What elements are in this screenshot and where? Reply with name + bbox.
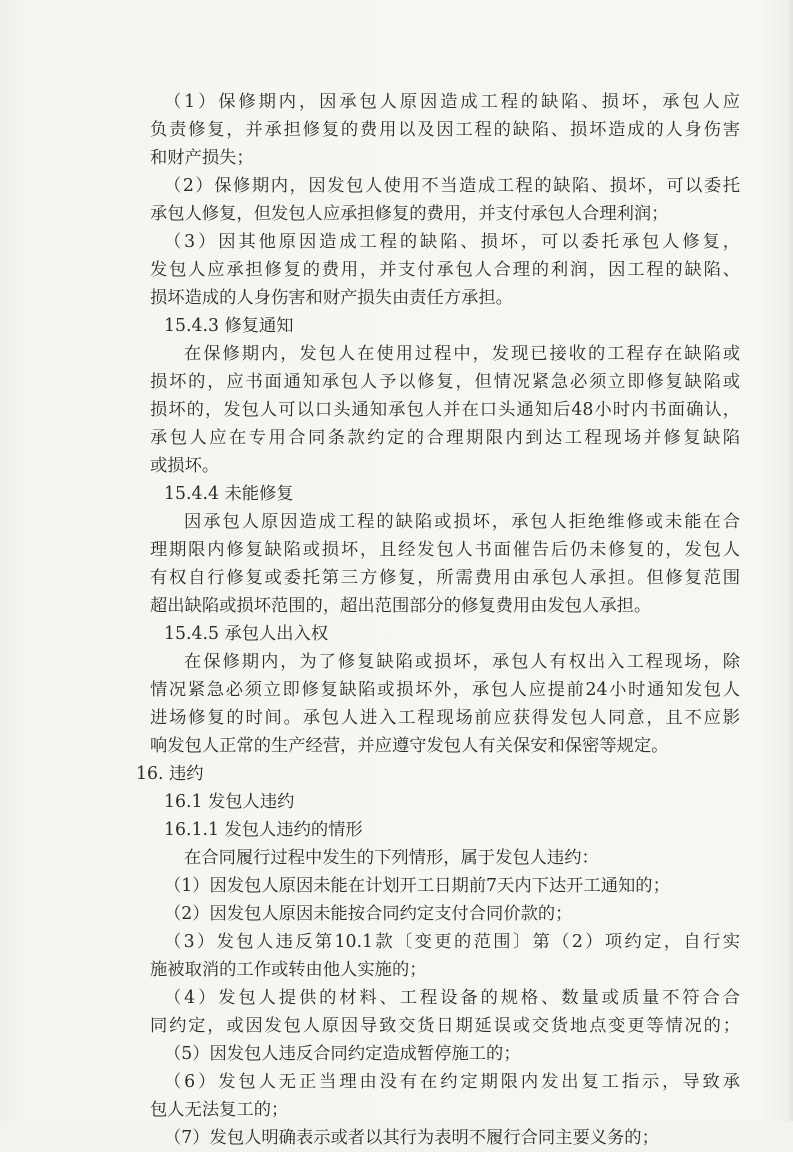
text-line: 响发包人正常的生产经营，并应遵守发包人有关保安和保密等规定。 bbox=[150, 736, 669, 756]
document-body bbox=[136, 88, 740, 1152]
text-line: 超出缺陷或损坏范围的，超出范围部分的修复费用由发包人承担。 bbox=[150, 596, 652, 616]
text-line: 承包人修复，但发包人应承担修复的费用，并支付承包人合理利润； bbox=[150, 204, 669, 224]
text-line: 施被取消的工作或转由他人实施的； bbox=[150, 960, 427, 980]
text-line: 理期限内修复缺陷或损坏，且经发包人书面催告后仍未修复的，发包人 bbox=[150, 540, 740, 560]
subsection-heading: 16.1.1 发包人违约的情形 bbox=[164, 820, 363, 840]
text-line: 同约定，或因发包人原因导致交货日期延误或交货地点变更等情况的； bbox=[150, 1016, 740, 1036]
text-line: （7）发包人明确表示或者以其行为表明不履行合同主要义务的； bbox=[164, 1128, 659, 1148]
text-line: （2）保修期内，因发包人使用不当造成工程的缺陷、损坏，可以委托 bbox=[164, 176, 740, 196]
text-line: （3）发包人违反第10.1款〔变更的范围〕第（2）项约定，自行实 bbox=[164, 932, 740, 952]
text-line: 或损坏。 bbox=[150, 456, 220, 476]
text-line: 情况紧急必须立即修复缺陷或损坏外，承包人应提前24小时通知发包人 bbox=[150, 680, 740, 700]
text-line: 在保修期内，发包人在使用过程中，发现已接收的工程存在缺陷或 bbox=[184, 344, 740, 364]
text-line: （6）发包人无正当理由没有在约定期限内发出复工指示，导致承 bbox=[164, 1072, 740, 1092]
text-line: （3）因其他原因造成工程的缺陷、损坏，可以委托承包人修复， bbox=[164, 232, 740, 252]
text-line: 损坏的，发包人可以口头通知承包人并在口头通知后48小时内书面确认， bbox=[150, 400, 740, 420]
text-line: 承包人应在专用合同条款约定的合理期限内到达工程现场并修复缺陷 bbox=[150, 428, 740, 448]
scan-edge-shadow bbox=[787, 0, 793, 1121]
text-line: 因承包人原因造成工程的缺陷或损坏，承包人拒绝维修或未能在合 bbox=[184, 512, 740, 532]
text-line: （4）发包人提供的材料、工程设备的规格、数量或质量不符合合 bbox=[164, 988, 740, 1008]
text-line: 在合同履行过程中发生的下列情形，属于发包人违约： bbox=[184, 848, 599, 868]
text-line: （1）因发包人原因未能在计划开工日期前7天内下达开工通知的； bbox=[164, 876, 670, 896]
text-line: 包人无法复工的； bbox=[150, 1100, 289, 1120]
section-heading: 15.4.3 修复通知 bbox=[164, 316, 294, 336]
text-line: （1）保修期内，因承包人原因造成工程的缺陷、损坏，承包人应 bbox=[164, 92, 740, 112]
text-line: 和财产损失； bbox=[150, 148, 254, 168]
text-line: 发包人应承担修复的费用，并支付承包人合理的利润，因工程的缺陷、 bbox=[150, 260, 740, 280]
text-line: 有权自行修复或委托第三方修复，所需费用由承包人承担。但修复范围 bbox=[150, 568, 740, 588]
text-line: （2）因发包人原因未能按合同约定支付合同价款的； bbox=[164, 904, 573, 924]
text-line: 进场修复的时间。承包人进入工程现场前应获得发包人同意，且不应影 bbox=[150, 708, 740, 728]
chapter-heading: 16. 违约 bbox=[136, 764, 204, 784]
text-line: （5）因发包人违反合同约定造成暂停施工的； bbox=[164, 1044, 521, 1064]
section-heading: 15.4.4 未能修复 bbox=[164, 484, 294, 504]
text-line: 损坏的，应书面通知承包人予以修复，但情况紧急必须立即修复缺陷或 bbox=[150, 372, 740, 392]
text-line: 在保修期内，为了修复缺陷或损坏，承包人有权出入工程现场，除 bbox=[184, 652, 740, 672]
text-line: 损坏造成的人身伤害和财产损失由责任方承担。 bbox=[150, 288, 513, 308]
text-line: 负责修复，并承担修复的费用以及因工程的缺陷、损坏造成的人身伤害 bbox=[150, 120, 740, 140]
section-heading: 15.4.5 承包人出入权 bbox=[164, 624, 329, 644]
section-heading: 16.1 发包人违约 bbox=[164, 792, 295, 812]
